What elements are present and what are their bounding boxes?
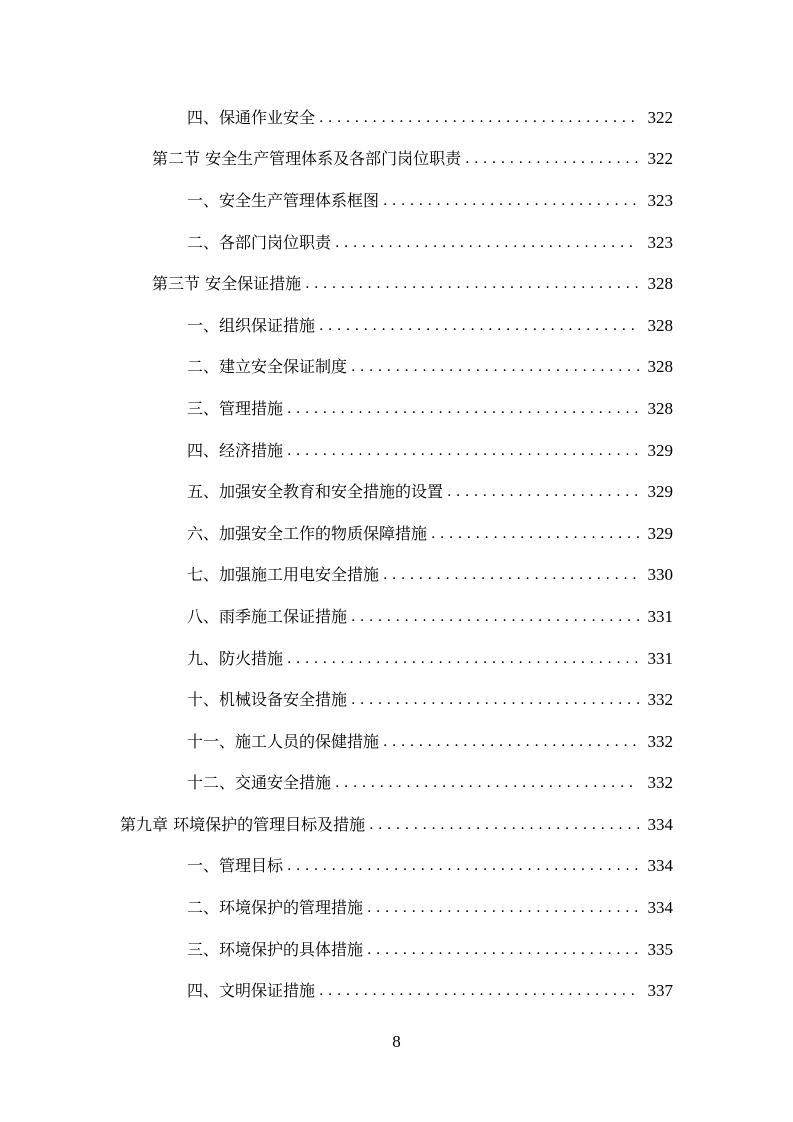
toc-entry[interactable] <box>0 263 793 305</box>
toc-entry-page: 328 <box>647 315 673 335</box>
toc-entry-title: 十一、施工人员的保健措施 <box>187 731 380 751</box>
toc-entry[interactable] <box>0 763 793 805</box>
toc-entry-page: 337 <box>647 981 673 1001</box>
toc-entry-title: 五、加强安全教育和安全措施的设置 <box>187 482 444 502</box>
toc-entry-title: 二、建立安全保证制度 <box>187 357 348 377</box>
toc-entry-title: 二、环境保护的管理措施 <box>187 898 364 918</box>
toc-entry-page: 329 <box>647 482 673 502</box>
toc-entry[interactable] <box>0 679 793 721</box>
toc-entry-title: 四、文明保证措施 <box>187 981 316 1001</box>
toc-entry-title: 第三节 安全保证措施 <box>152 274 302 294</box>
toc-entry[interactable] <box>0 471 793 513</box>
toc-entry-title: 第九章 环境保护的管理目标及措施 <box>120 814 366 834</box>
toc-entry-page: 332 <box>647 690 673 710</box>
toc-entry-title: 二、各部门岗位职责 <box>187 232 332 252</box>
toc-entry-title: 七、加强施工用电安全措施 <box>187 565 380 585</box>
toc-entry-title: 十二、交通安全措施 <box>187 773 332 793</box>
toc-entry-page: 323 <box>647 190 673 210</box>
toc-dot-leader <box>287 856 639 876</box>
toc-dot-leader <box>287 399 639 419</box>
toc-dot-leader <box>351 357 639 377</box>
toc-entry-title: 三、管理措施 <box>187 398 284 418</box>
toc-entry[interactable] <box>0 638 793 680</box>
toc-entry[interactable] <box>0 846 793 888</box>
toc-dot-leader <box>465 149 639 169</box>
toc-entry-page: 334 <box>647 814 673 834</box>
toc-entry-title: 六、加强安全工作的物质保障措施 <box>187 523 428 543</box>
toc-dot-leader <box>367 940 639 960</box>
toc-entry-title: 八、雨季施工保证措施 <box>187 606 348 626</box>
toc-entry-page: 332 <box>647 773 673 793</box>
toc-entry-page: 322 <box>647 107 673 127</box>
toc-entry-page: 331 <box>647 648 673 668</box>
toc-entry[interactable] <box>0 388 793 430</box>
toc-entry[interactable] <box>0 929 793 971</box>
toc-entry[interactable] <box>0 97 793 139</box>
toc-entry-title: 十、机械设备安全措施 <box>187 690 348 710</box>
toc-dot-leader <box>383 191 639 211</box>
toc-entry[interactable] <box>0 139 793 181</box>
toc-dot-leader <box>367 898 639 918</box>
toc-entry-title: 一、组织保证措施 <box>187 315 316 335</box>
toc-entry-page: 329 <box>647 523 673 543</box>
toc-entry[interactable] <box>0 347 793 389</box>
toc-dot-leader <box>431 524 639 544</box>
toc-dot-leader <box>305 274 639 294</box>
toc-entry[interactable] <box>0 430 793 472</box>
toc-entry-title: 四、经济措施 <box>187 440 284 460</box>
page-number: 8 <box>392 1032 401 1051</box>
toc-dot-leader <box>369 815 639 835</box>
toc-dot-leader <box>335 773 639 793</box>
toc-dot-leader <box>319 981 639 1001</box>
toc-dot-leader <box>447 482 639 502</box>
toc-entry[interactable] <box>0 887 793 929</box>
toc-entry[interactable] <box>0 180 793 222</box>
toc-entry-title: 三、环境保护的具体措施 <box>187 939 364 959</box>
toc-dot-leader <box>351 607 639 627</box>
toc-entry-page: 329 <box>647 440 673 460</box>
toc-entry-title: 一、管理目标 <box>187 856 284 876</box>
toc-dot-leader <box>319 108 639 128</box>
toc-entry-page: 334 <box>647 898 673 918</box>
toc-entry-title: 九、防火措施 <box>187 648 284 668</box>
toc-entry-page: 334 <box>647 856 673 876</box>
toc-entry-page: 332 <box>647 731 673 751</box>
toc-dot-leader <box>319 316 639 336</box>
toc-entry-title: 一、安全生产管理体系框图 <box>187 190 380 210</box>
toc-entry-page: 322 <box>647 149 673 169</box>
toc-dot-leader <box>287 441 639 461</box>
toc-dot-leader <box>383 565 639 585</box>
toc-entry-page: 331 <box>647 606 673 626</box>
toc-entry-page: 330 <box>647 565 673 585</box>
toc-entry[interactable] <box>0 305 793 347</box>
toc-entry[interactable] <box>0 513 793 555</box>
toc-entry[interactable] <box>0 721 793 763</box>
toc-dot-leader <box>383 732 639 752</box>
toc-entry[interactable] <box>0 222 793 264</box>
toc-dot-leader <box>287 649 639 669</box>
toc-entry-title: 第二节 安全生产管理体系及各部门岗位职责 <box>152 149 462 169</box>
toc-entry-page: 328 <box>647 274 673 294</box>
toc-entry[interactable] <box>0 555 793 597</box>
toc-entry[interactable] <box>0 970 793 1012</box>
toc-entry-page: 328 <box>647 398 673 418</box>
toc-entry-page: 328 <box>647 357 673 377</box>
table-of-contents <box>0 97 793 1012</box>
toc-entry-title: 四、保通作业安全 <box>187 107 316 127</box>
toc-dot-leader <box>351 690 639 710</box>
toc-entry-page: 335 <box>647 939 673 959</box>
toc-entry[interactable] <box>0 596 793 638</box>
toc-entry-page: 323 <box>647 232 673 252</box>
toc-entry[interactable] <box>0 804 793 846</box>
toc-dot-leader <box>335 233 639 253</box>
